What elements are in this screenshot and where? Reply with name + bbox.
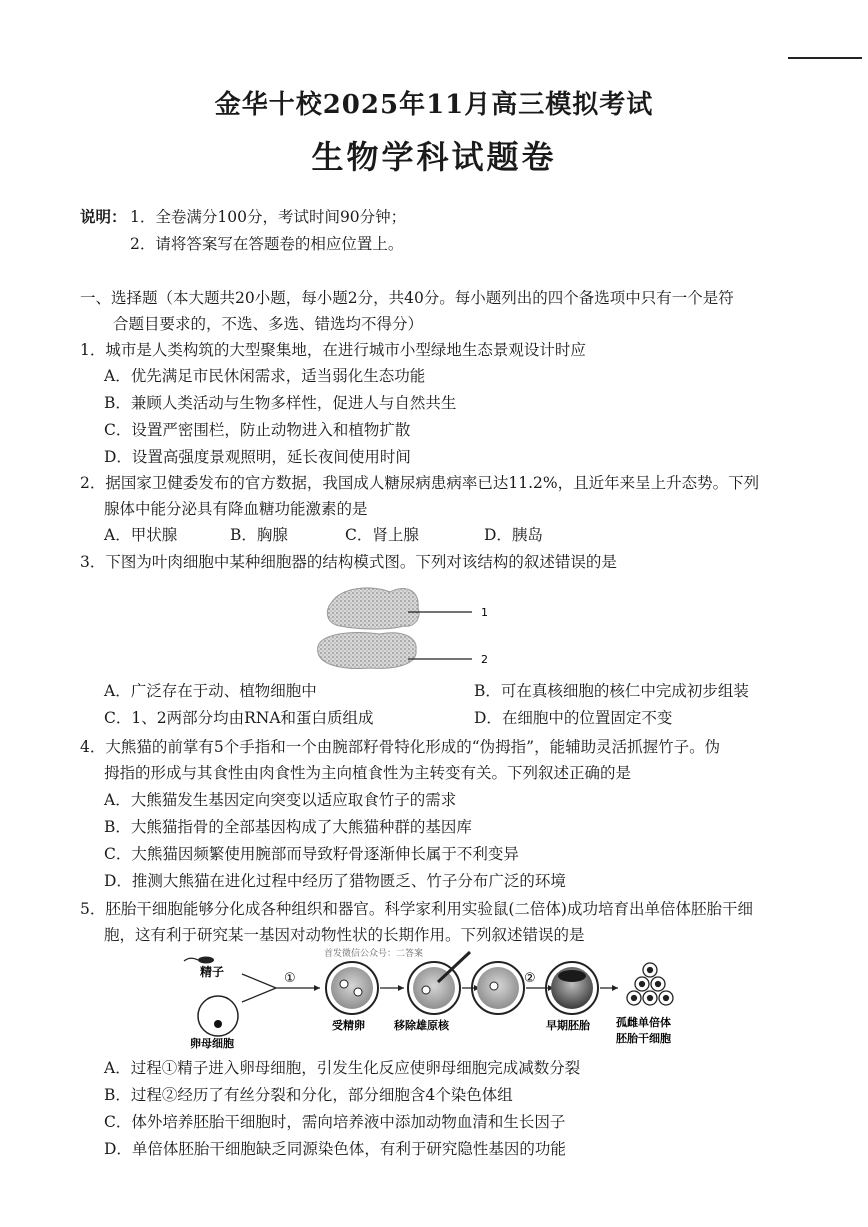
q5-stem-2: 胞，这有利于研究某一基因对动物性状的长期作用。下列叙述错误的是 bbox=[104, 926, 585, 944]
step-2-marker: ② bbox=[524, 971, 536, 986]
haploid-egg-icon bbox=[472, 962, 524, 1014]
exam-title: 金华十校2025年11月高三模拟考试 bbox=[214, 90, 654, 120]
corner-rule bbox=[788, 57, 862, 59]
subject-title: 生物学科试题卷 bbox=[311, 138, 557, 176]
arrow-head-1 bbox=[314, 985, 320, 991]
label-2: 2 bbox=[481, 653, 488, 666]
result-label-2: 胚胎干细胞 bbox=[616, 1032, 671, 1045]
instructions-label: 说明： bbox=[80, 207, 127, 226]
ribosome-large-subunit bbox=[327, 588, 419, 629]
sperm-label: 精子 bbox=[200, 965, 225, 979]
q4-option-b: B．大熊猫指骨的全部基因构成了大熊猫种群的基因库 bbox=[104, 818, 472, 836]
q4-stem-1: 4．大熊猫的前掌有5个手指和一个由腕部籽骨特化形成的“伪拇指”，能辅助灵活抓握竹子。伪 bbox=[80, 738, 721, 756]
instructions-line-2: 2．请将答案写在答题卷的相应位置上。 bbox=[130, 235, 404, 253]
q2-option-a: A．甲状腺 bbox=[104, 526, 178, 544]
q2-stem-1: 2．据国家卫健委发布的官方数据，我国成人糖尿病患病率已达11.2%，且近年来呈上升态势。下列 bbox=[80, 474, 760, 492]
q1-stem: 1．城市是人类构筑的大型聚集地，在进行城市小型绿地生态景观设计时应 bbox=[80, 341, 586, 359]
q5-option-b: B．过程②经历了有丝分裂和分化，部分细胞含4个染色体组 bbox=[104, 1086, 513, 1104]
q2-option-b: B．胸腺 bbox=[230, 526, 288, 544]
label-1: 1 bbox=[481, 606, 488, 619]
blastocyst-icon bbox=[546, 962, 598, 1014]
q3-option-d: D．在细胞中的位置固定不变 bbox=[474, 709, 673, 727]
fertilization-arrow bbox=[242, 974, 320, 1002]
result-label-1: 孤雌单倍体 bbox=[616, 1016, 671, 1029]
q4-stem-2: 拇指的形成与其食性由肉食性为主向植食性为主转变有关。下列叙述正确的是 bbox=[104, 764, 632, 782]
q4-option-d: D．推测大熊猫在进化过程中经历了猎物匮乏、竹子分布广泛的环境 bbox=[104, 872, 566, 890]
zygote-label: 受精卵 bbox=[332, 1019, 365, 1032]
blastocyst-label: 早期胚胎 bbox=[546, 1019, 590, 1032]
egg-cell-icon bbox=[198, 996, 238, 1036]
q3-stem: 3．下图为叶肉细胞中某种细胞器的结构模式图。下列对该结构的叙述错误的是 bbox=[80, 553, 617, 571]
section-heading-cont: 合题目要求的，不选、多选、错选均不得分） bbox=[113, 315, 424, 333]
enucleation-icon bbox=[408, 952, 470, 1014]
egg-label: 卵母细胞 bbox=[190, 1037, 234, 1050]
section-heading: 一、选择题（本大题共20小题，每小题2分，共40分。每小题列出的四个备选项中只有一个是符 bbox=[80, 289, 734, 307]
q1-option-d: D．设置高强度景观照明，延长夜间使用时间 bbox=[104, 448, 411, 466]
q2-stem-2: 腺体中能分泌具有降血糖功能激素的是 bbox=[104, 500, 368, 518]
q3-option-c: C．1、2两部分均由RNA和蛋白质组成 bbox=[104, 709, 374, 727]
zygote-icon bbox=[326, 962, 378, 1014]
q4-option-c: C．大熊猫因频繁使用腕部而导致籽骨逐渐伸长属于不利变异 bbox=[104, 845, 519, 863]
q5-stem-1: 5．胚胎干细胞能够分化成各种组织和器官。科学家利用实验鼠(二倍体)成功培育出单倍体胚胎干细 bbox=[80, 900, 753, 918]
q2-option-c: C．肾上腺 bbox=[345, 526, 419, 544]
q5-option-c: C．体外培养胚胎干细胞时，需向培养液中添加动物血清和生长因子 bbox=[104, 1113, 566, 1131]
instructions-line-1: 1．全卷满分100分，考试时间90分钟； bbox=[130, 208, 407, 226]
haploid-esc-diagram bbox=[180, 946, 700, 1052]
watermark-text: 首发微信公众号：二答案 bbox=[324, 949, 424, 959]
arrow-head-2 bbox=[398, 985, 404, 991]
q5-option-a: A．过程①精子进入卵母细胞，引发生化反应使卵母细胞完成减数分裂 bbox=[104, 1059, 581, 1077]
ribosome-figure bbox=[300, 580, 520, 680]
q1-option-c: C．设置严密围栏，防止动物进入和植物扩散 bbox=[104, 421, 411, 439]
q3-option-b: B．可在真核细胞的核仁中完成初步组装 bbox=[474, 682, 749, 700]
q1-option-b: B．兼顾人类活动与生物多样性，促进人与自然共生 bbox=[104, 394, 457, 412]
ribosome-small-subunit bbox=[318, 633, 417, 669]
q1-option-a: A．优先满足市民休闲需求，适当弱化生态功能 bbox=[104, 367, 426, 385]
sperm-icon bbox=[184, 957, 214, 964]
q5-option-d: D．单倍体胚胎干细胞缺乏同源染色体，有利于研究隐性基因的功能 bbox=[104, 1140, 566, 1158]
q4-option-a: A．大熊猫发生基因定向突变以适应取食竹子的需求 bbox=[104, 791, 457, 809]
remove-label: 移除雄原核 bbox=[394, 1019, 449, 1032]
stem-cell-cluster-icon bbox=[627, 963, 673, 1005]
q2-option-d: D．胰岛 bbox=[484, 526, 543, 544]
step-1-marker: ① bbox=[284, 971, 296, 986]
q3-option-a: A．广泛存在于动、植物细胞中 bbox=[104, 682, 317, 700]
arrow-head-5 bbox=[612, 985, 618, 991]
